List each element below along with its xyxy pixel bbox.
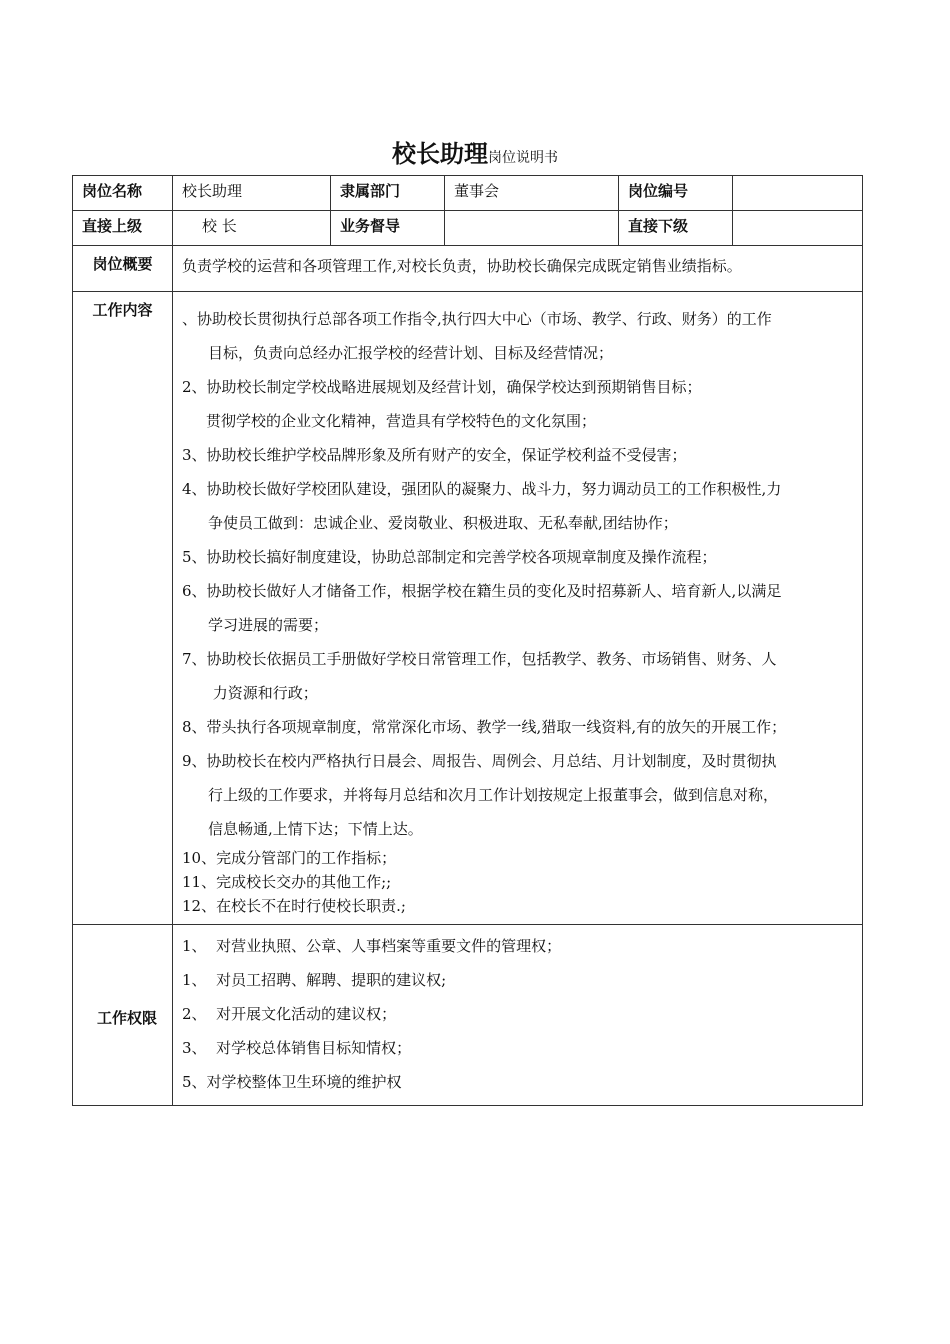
- title-main: 校长助理: [392, 140, 488, 168]
- header-row-2: [73, 211, 863, 246]
- work-item: [182, 710, 854, 744]
- work-item-continuation: 争使员工做到：忠诚企业、爱岗敬业、积极进取、无私奉献,团结协作；: [208, 514, 678, 532]
- title-suffix: 岗位说明书: [488, 150, 558, 166]
- supervisor-label: 业务督导: [331, 211, 445, 246]
- work-item-line: 7、协助校长依据员工手册做好学校日常管理工作，包括教学、教务、市场销售、财务、人: [182, 650, 777, 668]
- document-title: [0, 134, 950, 169]
- summary-label: 岗位概要: [73, 246, 173, 292]
- work-item: [182, 540, 854, 574]
- work-item: [182, 302, 854, 370]
- superior-value: 校 长: [173, 211, 331, 246]
- superior-label: 直接上级: [73, 211, 173, 246]
- work-item: [182, 438, 854, 472]
- authority-label: 工作权限: [73, 925, 173, 1106]
- work-item: 12、在校长不在时行使校长职责.;: [182, 897, 406, 915]
- department-value: 董事会: [445, 176, 619, 211]
- work-item-line: 3、协助校长维护学校品牌形象及所有财产的安全，保证学校利益不受侵害；: [182, 446, 687, 464]
- supervisor-value: [445, 211, 619, 246]
- authority-item: 5、对学校整体卫生环境的维护权: [182, 1073, 402, 1091]
- department-label: 隶属部门: [331, 176, 445, 211]
- work-item-line: 4、协助校长做好学校团队建设，强团队的凝聚力、战斗力，努力调动员工的工作积极性,力: [182, 480, 782, 498]
- authority-row: [73, 925, 863, 1106]
- position-code-value: [733, 176, 863, 211]
- work-item-line: 2、协助校长制定学校战略进展规划及经营计划，确保学校达到预期销售目标；: [182, 378, 702, 396]
- work-item-line: 5、协助校长搞好制度建设，协助总部制定和完善学校各项规章制度及操作流程；: [182, 548, 717, 566]
- work-label: 工作内容: [73, 292, 173, 925]
- work-item-continuation: 目标，负责向总经办汇报学校的经营计划、目标及经营情况；: [208, 344, 614, 362]
- work-item: 11、完成校长交办的其他工作;;: [182, 873, 392, 891]
- authority-item: 1、 对员工招聘、解聘、提职的建议权;: [182, 971, 447, 989]
- work-item: 10、完成分管部门的工作指标；: [182, 849, 397, 867]
- authority-item: 3、 对学校总体销售目标知情权；: [182, 1039, 412, 1057]
- subordinate-label: 直接下级: [619, 211, 733, 246]
- work-item-continuation: 信息畅通,上情下达；下情上达。: [208, 820, 423, 838]
- work-item-continuation: 学习进展的需要；: [208, 616, 329, 634]
- authority-item: 2、 对开展文化活动的建议权；: [182, 1005, 397, 1023]
- summary-row: [73, 246, 863, 292]
- work-item: [182, 642, 854, 710]
- work-item-line: 8、带头执行各项规章制度，常常深化市场、教学一线,猎取一线资料,有的放矢的开展工作；: [182, 718, 787, 736]
- position-name-label: 岗位名称: [73, 176, 173, 211]
- header-row-1: [73, 176, 863, 211]
- work-item: [182, 574, 854, 642]
- position-name-value: 校长助理: [173, 176, 331, 211]
- job-description-table: [72, 175, 863, 1106]
- work-item-line: 9、协助校长在校内严格执行日晨会、周报告、周例会、月总结、月计划制度，及时贯彻执: [182, 752, 777, 770]
- work-item: [182, 744, 854, 846]
- work-item-continuation: 力资源和行政；: [208, 684, 318, 702]
- authority-content: [173, 925, 863, 1106]
- subordinate-value: [733, 211, 863, 246]
- work-item-continuation: 贯彻学校的企业文化精神，营造具有学校特色的文化氛围；: [206, 412, 597, 430]
- work-row: [73, 292, 863, 925]
- work-item-line: 、协助校长贯彻执行总部各项工作指令,执行四大中心（市场、教学、行政、财务）的工作: [182, 310, 772, 328]
- work-item-line: 6、协助校长做好人才储备工作，根据学校在籍生员的变化及时招募新人、培育新人,以满足: [182, 582, 782, 600]
- position-code-label: 岗位编号: [619, 176, 733, 211]
- work-content: [173, 292, 863, 925]
- work-item: [182, 370, 854, 438]
- authority-item: 1、 对营业执照、公章、人事档案等重要文件的管理权；: [182, 937, 562, 955]
- summary-text: 负责学校的运营和各项管理工作,对校长负责，协助校长确保完成既定销售业绩指标。: [173, 246, 863, 292]
- work-item-continuation: 行上级的工作要求，并将每月总结和次月工作计划按规定上报董事会，做到信息对称，: [208, 786, 779, 804]
- work-item: [182, 472, 854, 540]
